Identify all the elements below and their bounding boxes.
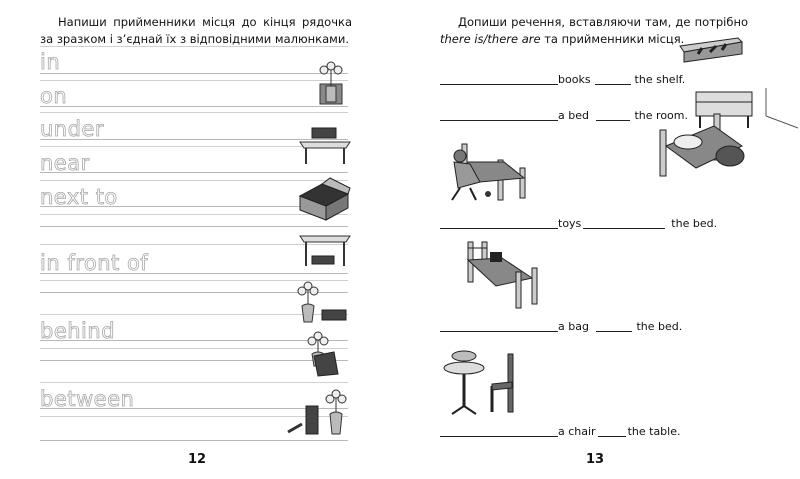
sentence-4: a bag the bed. bbox=[440, 319, 682, 333]
sentence-1: books the shelf. bbox=[440, 72, 685, 86]
sentence-2: a bed the room. bbox=[440, 108, 688, 122]
sentence-5: a chair the table. bbox=[440, 424, 680, 438]
answer-blank-3[interactable] bbox=[440, 216, 558, 229]
answer-blank-4[interactable] bbox=[440, 319, 558, 332]
answer-blank-2[interactable] bbox=[440, 108, 558, 121]
bed-with-bag-picture bbox=[462, 238, 538, 310]
answer-blank-3b[interactable] bbox=[583, 216, 665, 229]
answer-blank-1b[interactable] bbox=[595, 72, 631, 85]
trace-word-between: between bbox=[40, 387, 135, 411]
vase-between-books-picture bbox=[284, 388, 352, 438]
room-with-bed-and-desk-picture bbox=[656, 86, 800, 184]
answer-blank-1[interactable] bbox=[440, 72, 558, 85]
answer-blank-5[interactable] bbox=[440, 424, 558, 437]
right-page bbox=[400, 0, 800, 479]
trace-word-behind: behind bbox=[40, 319, 116, 343]
book-on-table-picture bbox=[298, 126, 352, 166]
open-box-picture bbox=[296, 176, 352, 222]
table-and-chair-picture bbox=[442, 350, 532, 416]
right-instruction: Допиши речення, вставляючи там, де потрібно there is/there are та прийменники місця. bbox=[440, 15, 748, 46]
book-under-table-picture bbox=[298, 232, 352, 268]
girl-with-bed-picture bbox=[440, 138, 526, 202]
page-number-left: 12 bbox=[188, 452, 207, 467]
trace-word-in-front-of: in front of bbox=[40, 251, 149, 275]
vase-near-book-picture bbox=[294, 278, 350, 324]
vase-behind-book-picture bbox=[302, 330, 342, 378]
answer-blank-5b[interactable] bbox=[598, 424, 626, 437]
answer-blank-4b[interactable] bbox=[596, 319, 632, 332]
trace-word-on: on bbox=[40, 84, 68, 108]
trace-word-under: under bbox=[40, 117, 105, 141]
answer-blank-2b[interactable] bbox=[596, 108, 630, 121]
vase-on-box-picture bbox=[310, 56, 350, 106]
left-instruction: Напиши прийменники місця до кінця рядочка за зразком і з’єднай їх з відповідними малюнками. bbox=[40, 15, 352, 46]
trace-word-next-to: next to bbox=[40, 185, 118, 209]
sentence-3: toys the bed. bbox=[440, 216, 717, 230]
trace-word-near: near bbox=[40, 151, 90, 175]
shelf-with-books-picture bbox=[678, 36, 744, 64]
page-number-right: 13 bbox=[586, 452, 605, 467]
trace-word-in: in bbox=[40, 50, 61, 74]
